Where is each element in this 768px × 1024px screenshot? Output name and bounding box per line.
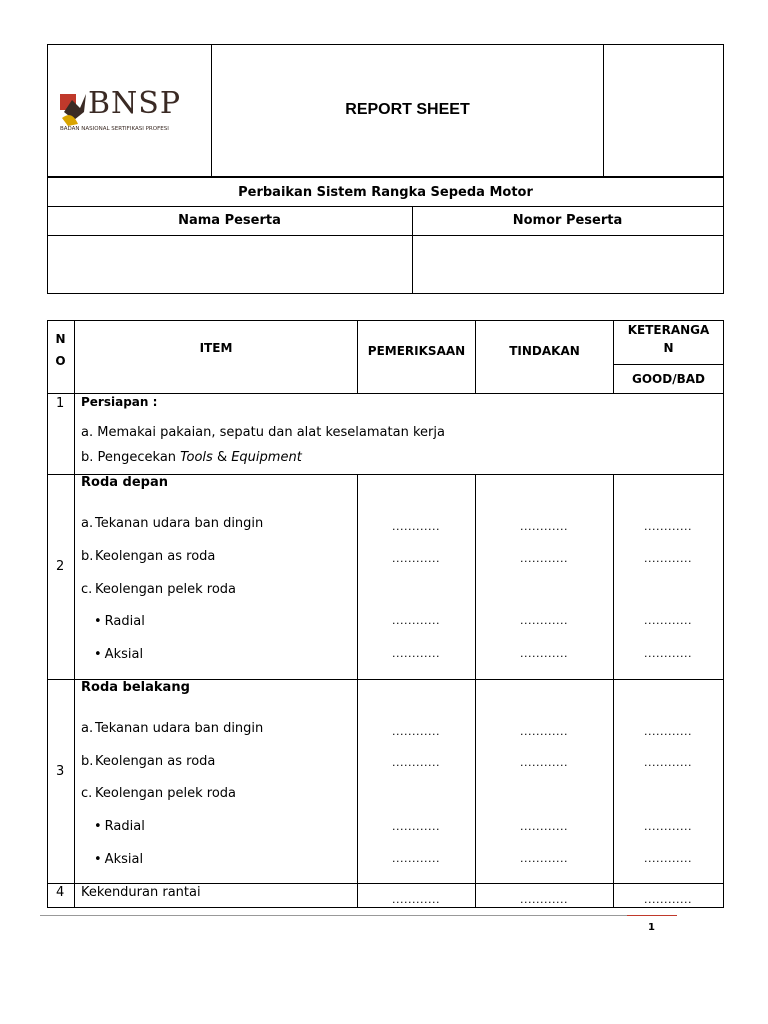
row-number: 1 <box>56 396 65 411</box>
tindakan-field[interactable]: ............ <box>520 725 568 738</box>
list-item: Tekanan udara ban dingin <box>95 516 264 531</box>
page-number: 1 <box>648 922 655 933</box>
footer-accent-rule <box>627 915 677 916</box>
pemeriksaan-field[interactable]: ............ <box>392 520 440 533</box>
pemeriksaan-field[interactable]: ............ <box>392 852 440 865</box>
keterangan-field[interactable]: ............ <box>644 893 692 906</box>
pemeriksaan-field[interactable]: ............ <box>392 820 440 833</box>
col-header-keterangan: KETERANGA N <box>627 323 710 355</box>
nomor-peserta-label: Nomor Peserta <box>512 213 623 228</box>
keterangan-field[interactable]: ............ <box>644 647 692 660</box>
tindakan-field[interactable]: ............ <box>520 614 568 627</box>
nomor-peserta-field[interactable] <box>413 236 723 293</box>
keterangan-field[interactable]: ............ <box>644 820 692 833</box>
pemeriksaan-field[interactable]: ............ <box>392 647 440 660</box>
pemeriksaan-field[interactable]: ............ <box>392 552 440 565</box>
col-header-goodbad: GOOD/BAD <box>632 372 705 386</box>
tindakan-field[interactable]: ............ <box>520 852 568 865</box>
pemeriksaan-field[interactable]: ............ <box>392 893 440 906</box>
tindakan-field[interactable]: ............ <box>520 552 568 565</box>
list-item: Tekanan udara ban dingin <box>95 721 264 736</box>
page-title: REPORT SHEET <box>345 101 470 118</box>
list-item: Keolengan pelek roda <box>95 582 237 597</box>
sub-list-item: • Radial <box>94 614 145 629</box>
list-item-marker: b. <box>81 549 94 564</box>
list-item-marker: a. <box>81 516 94 531</box>
list-item: a. Memakai pakaian, sepatu dan alat keselamatan kerja <box>81 425 445 440</box>
list-item: Keolengan as roda <box>95 549 216 564</box>
keterangan-field[interactable]: ............ <box>644 614 692 627</box>
row-heading: Roda depan <box>81 475 169 490</box>
row-heading: Roda belakang <box>81 680 190 695</box>
keterangan-field[interactable]: ............ <box>644 552 692 565</box>
col-header-pemeriksaan: PEMERIKSAAN <box>367 343 466 358</box>
list-item: Keolengan pelek roda <box>95 786 237 801</box>
tindakan-field[interactable]: ............ <box>520 893 568 906</box>
keterangan-field[interactable]: ............ <box>644 756 692 769</box>
keterangan-field[interactable]: ............ <box>644 725 692 738</box>
pemeriksaan-field[interactable]: ............ <box>392 756 440 769</box>
list-item: b. Pengecekan Tools & Equipment <box>81 450 302 465</box>
col-header-tindakan: TINDAKAN <box>509 343 580 358</box>
tindakan-field[interactable]: ............ <box>520 756 568 769</box>
tindakan-field[interactable]: ............ <box>520 820 568 833</box>
list-item: Keolengan as roda <box>95 754 216 769</box>
keterangan-field[interactable]: ............ <box>644 852 692 865</box>
nama-peserta-label: Nama Peserta <box>178 213 281 228</box>
col-header-item: ITEM <box>199 341 233 355</box>
bnsp-emblem-icon <box>58 90 88 130</box>
list-item-marker: c. <box>81 582 93 597</box>
form-subtitle: Perbaikan Sistem Rangka Sepeda Motor <box>238 184 533 200</box>
footer-rule <box>40 915 627 916</box>
tindakan-field[interactable]: ............ <box>520 520 568 533</box>
tindakan-field[interactable]: ............ <box>520 647 568 660</box>
sub-list-item: • Aksial <box>94 852 143 867</box>
list-item-marker: a. <box>81 721 94 736</box>
nama-peserta-field[interactable] <box>48 236 412 293</box>
row-number: 2 <box>56 559 65 574</box>
bnsp-logo <box>58 86 206 142</box>
list-item-marker: b. <box>81 754 94 769</box>
pemeriksaan-field[interactable]: ............ <box>392 725 440 738</box>
logo-name: BNSP <box>88 86 182 121</box>
row-heading: Persiapan : <box>81 395 158 409</box>
sub-list-item: • Aksial <box>94 647 143 662</box>
row-number: 4 <box>56 885 65 900</box>
row-heading: Kekenduran rantai <box>81 885 201 900</box>
logo-subtitle: BADAN NASIONAL SERTIFIKASI PROFESI <box>60 126 169 132</box>
sub-list-item: • Radial <box>94 819 145 834</box>
list-item-marker: c. <box>81 786 93 801</box>
keterangan-field[interactable]: ............ <box>644 520 692 533</box>
row-number: 3 <box>56 764 65 779</box>
pemeriksaan-field[interactable]: ............ <box>392 614 440 627</box>
col-header-no: N O <box>55 332 66 368</box>
